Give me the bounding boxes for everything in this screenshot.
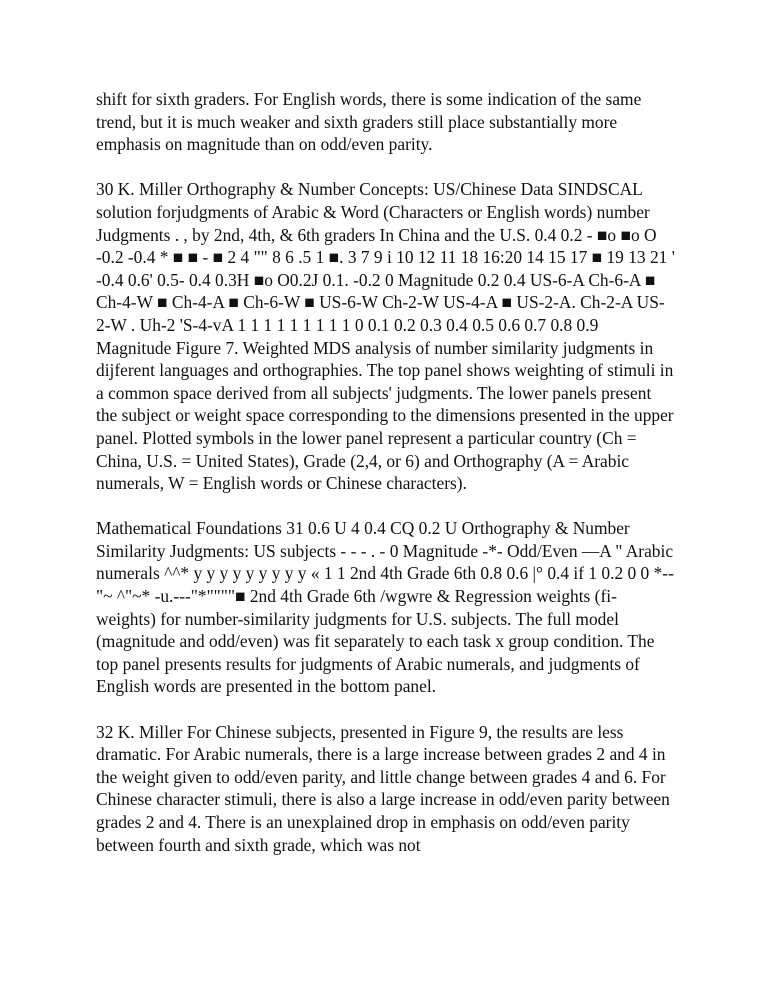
paragraph-figure-8-caption: Mathematical Foundations 31 0.6 U 4 0.4 CQ 0.2 U Orthography & Number Similarity Judgments: US subjects - - - . - 0 Magnitude -*- Odd/Even —A " Arabic numerals ^^* y y y y y y y y y « 1 1 2nd 4th Grade 6th 0.8 0.6 |° 0.4 if 1 0.2 0 0 *--"~ ^"~* -u.---"*""""■ 2nd 4th Grade 6th /wgwre & Regression weights (fi-weights) for number-similarity judgments for U.S. subjects. The full model (magnitude and odd/even) was fit separately to each task x group condition. The top panel presents results for judgments of Arabic numerals, and judgments of English words are presented in the bottom panel.: [96, 518, 674, 697]
paragraph-figure-7-caption: 30 K. Miller Orthography & Number Concepts: US/Chinese Data SINDSCAL solution forjudgments of Arabic & Word (Characters or English words) number Judgments . , by 2nd, 4th, & 6th graders In China and the U.S. 0.4 0.2 - ■o ■o O -0.2 -0.4 * ■ ■ - ■ 2 4 "" 8 6 .5 1 ■. 3 7 9 i 10 12 11 18 16:20 14 15 17 ■ 19 13 21 ' -0.4 0.6' 0.5- 0.4 0.3H ■o O0.2J 0.1. -0.2 0 Magnitude 0.2 0.4 US-6-A Ch-6-A ■ Ch-4-W ■ Ch-4-A ■ Ch-6-W ■ US-6-W Ch-2-W US-4-A ■ US-2-A. Ch-2-A US-2-W . Uh-2 'S-4-vA 1 1 1 1 1 1 1 1 1 0 0.1 0.2 0.3 0.4 0.5 0.6 0.7 0.8 0.9 Magnitude Figure 7. Weighted MDS analysis of number similarity judgments in dijferent languages and orthographies. The top panel shows weighting of stimuli in a common space derived from all subjects' judgments. The lower panels present the subject or weight space corresponding to the dimensions presented in the upper panel. Plotted symbols in the lower panel represent a particular country (Ch = China, U.S. = United States), Grade (2,4, or 6) and Orthography (A = Arabic numerals, W = English words or Chinese characters).: [96, 179, 675, 494]
paragraph-continuation: shift for sixth graders. For English words, there is some indication of the same trend, but it is much weaker and sixth graders still place substantially more emphasis on magnitude than on odd/even parity.: [96, 89, 642, 155]
document-page: [96, 88, 676, 879]
paragraph-chinese-results: 32 K. Miller For Chinese subjects, presented in Figure 9, the results are less dramatic. For Arabic numerals, there is a large increase between grades 2 and 4 in the weight given to odd/even parity, and little change between grades 4 and 6. For Chinese character stimuli, there is also a large increase in odd/even parity between grades 2 and 4. There is an unexplained drop in emphasis on odd/even parity between fourth and sixth grade, which was not: [96, 721, 670, 855]
